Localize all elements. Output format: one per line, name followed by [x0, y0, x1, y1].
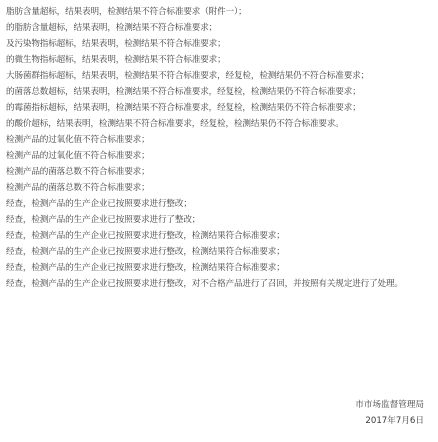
text-line-8: 的酸价超标，结果表明，检测结果不符合标准要求，经复检，检测结果仍不符合标准要求。 [6, 119, 344, 129]
signature-date: 2017年7月6日 [365, 416, 424, 426]
text-line-13: 经查，检测产品的生产企业已按照要求进行整改； [6, 199, 192, 209]
text-line-18: 经查，检测产品的生产企业已按照要求进行整改，对不合格产品进行了召回，并按照有关规定进行了处理。 [6, 279, 403, 289]
text-line-11: 检测产品的菌落总数不符合标准要求； [6, 167, 150, 177]
text-line-15: 经查，检测产品的生产企业已按照要求进行整改，检测结果符合标准要求； [6, 231, 285, 241]
text-line-16: 经查，检测产品的生产企业已按照要求进行整改，检测结果符合标准要求； [6, 247, 285, 257]
text-line-12: 检测产品的菌落总数不符合标准要求； [6, 183, 150, 193]
text-line-3: 及污染物指标超标，结果表明，检测结果不符合标准要求； [6, 39, 226, 49]
text-line-14: 经查，检测产品的生产企业已按照要求进行了整改； [6, 215, 201, 225]
text-line-5: 大肠菌群指标超标，结果表明，检测结果不符合标准要求，经复检，检测结果仍不符合标准要求； [6, 71, 370, 81]
text-line-7: 的霉菌指标超标，结果表明，检测结果不符合标准要求，经复检，检测结果仍不符合标准要求； [6, 103, 361, 113]
text-line-9: 检测产品的过氧化值不符合标准要求； [6, 135, 150, 145]
notice-body [6, 4, 434, 292]
text-line-2: 的脂肪含量超标，结果表明，检测结果不符合标准要求； [6, 23, 218, 33]
text-line-10: 检测产品的过氧化值不符合标准要求； [6, 151, 150, 161]
text-line-1: 脂肪含量超标，结果表明，检测结果不符合标准要求（附件一）； [6, 7, 247, 17]
signature-organization: 市市场监督管理局 [355, 400, 424, 410]
text-line-17: 经查，检测产品的生产企业已按照要求进行整改，检测结果符合标准要求； [6, 263, 285, 273]
text-line-4: 的微生物指标超标，结果表明，检测结果不符合标准要求； [6, 55, 226, 65]
text-line-6: 的菌落总数超标，结果表明，检测结果不符合标准要求，经复检，检测结果仍不符合标准要求； [6, 87, 361, 97]
